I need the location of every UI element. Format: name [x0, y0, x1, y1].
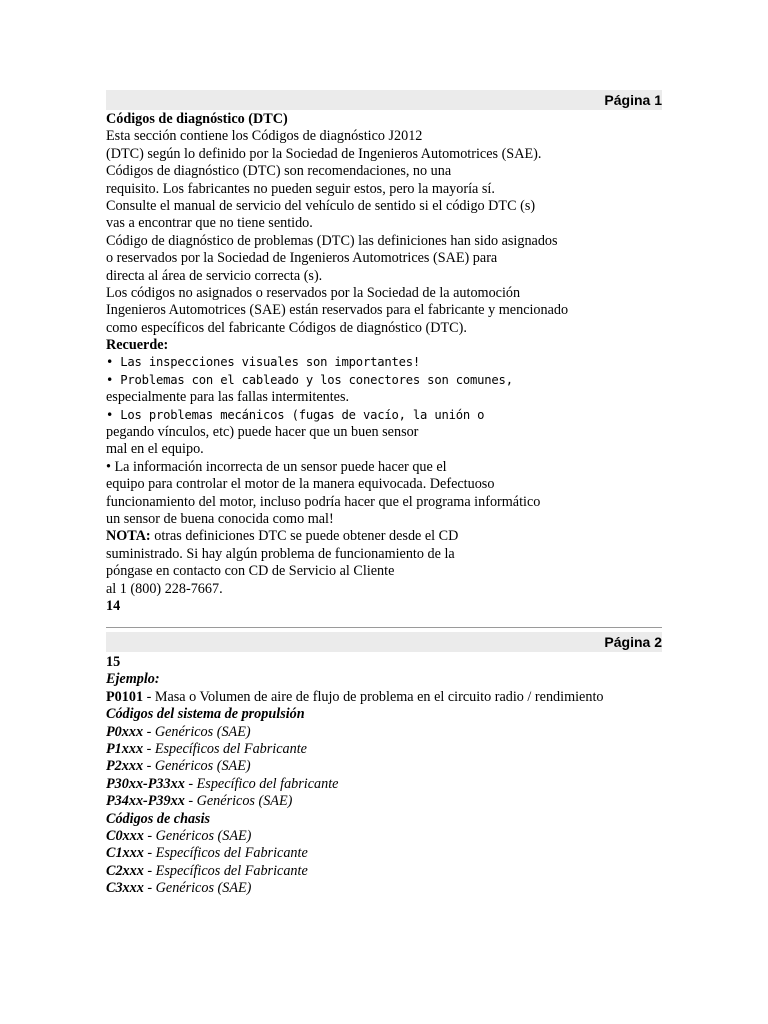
text-line: Los códigos no asignados o reservados por la Sociedad de la automoción [106, 284, 521, 301]
page-number: 14 [106, 597, 121, 614]
page-number: 15 [106, 654, 121, 670]
page-2-content [106, 654, 666, 897]
page-2-header [106, 632, 662, 652]
text-line: Esta sección contiene los Códigos de diagnóstico J2012 [106, 128, 423, 145]
bullet-item: • Problemas con el cableado y los conectores son comunes, [106, 372, 513, 387]
text-line: directa al área de servicio correcta (s). [106, 267, 323, 284]
propulsion-heading: Códigos del sistema de propulsión [106, 706, 305, 723]
text-line: requisito. Los fabricantes no pueden seguir estos, pero la mayoría sí. [106, 180, 495, 197]
code-row [106, 724, 666, 741]
code-desc: - Específicos del Fabricante [143, 845, 308, 862]
text-line: (DTC) según lo definido por la Sociedad de Ingenieros Automotrices (SAE). [106, 145, 542, 162]
code-row [106, 793, 666, 810]
nota-label: NOTA: [106, 528, 151, 545]
page-1-label: Página 1 [604, 92, 662, 108]
chassis-heading: Códigos de chasis [106, 810, 211, 827]
note-line [106, 528, 666, 545]
example-text: - Masa o Volumen de aire de flujo de problema en el circuito radio / rendimiento [143, 688, 604, 705]
code-desc: - Genéricos (SAE) [143, 723, 251, 740]
code-row [106, 741, 666, 758]
code-desc: - Específicos del Fabricante [143, 740, 307, 757]
bullet-item: • La información incorrecta de un sensor puede hacer que el [106, 458, 447, 475]
text-line: Códigos de diagnóstico (DTC) son recomendaciones, no una [106, 163, 452, 180]
code: C0xxx [106, 827, 144, 844]
bullet-continuation: funcionamiento del motor, incluso podría hacer que el programa informático [106, 493, 541, 510]
code-desc: - Genéricos (SAE) [143, 827, 252, 844]
code-row [106, 845, 666, 862]
code: P0xxx [106, 723, 144, 740]
text-line: Ingenieros Automotrices (SAE) están reservados para el fabricante y mencionado [106, 302, 569, 319]
bullet-continuation: un sensor de buena conocida como mal! [106, 510, 334, 527]
text-line: Código de diagnóstico de problemas (DTC) las definiciones han sido asignados [106, 232, 558, 249]
code-row [106, 758, 666, 775]
section-title: Códigos de diagnóstico (DTC) [106, 111, 288, 127]
nota-text: otras definiciones DTC se puede obtener desde el CD [150, 528, 459, 545]
code-desc: - Específico del fabricante [184, 775, 339, 792]
ejemplo-label: Ejemplo: [106, 671, 160, 688]
code-desc: - Genéricos (SAE) [143, 758, 251, 775]
text-line: vas a encontrar que no tiene sentido. [106, 215, 313, 232]
note-continuation: suministrado. Si hay algún problema de funcionamiento de la [106, 545, 455, 562]
code-row [106, 776, 666, 793]
text-line: Consulte el manual de servicio del vehículo de sentido si el código DTC (s) [106, 197, 536, 214]
text-line: como específicos del fabricante Códigos de diagnóstico (DTC). [106, 319, 467, 336]
code: P30xx-P33xx [106, 775, 185, 792]
note-continuation: póngase en contacto con CD de Servicio al Cliente [106, 563, 395, 580]
bullet-item: • Los problemas mecánicos (fugas de vacío, la unión o [106, 407, 485, 422]
code: P1xxx [106, 740, 144, 757]
bullet-continuation: mal en el equipo. [106, 441, 204, 458]
code-row [106, 880, 666, 897]
code-desc: - Específicos del Fabricante [143, 862, 308, 879]
example-line [106, 689, 666, 706]
code: C3xxx [106, 880, 144, 897]
phone-number: al 1 (800) 228-7667. [106, 580, 223, 597]
code-desc: - Genéricos (SAE) [143, 880, 252, 897]
code: P34xx-P39xx [106, 793, 185, 810]
code: P2xxx [106, 758, 144, 775]
code-row [106, 863, 666, 880]
example-code: P0101 [106, 688, 144, 705]
recuerde-label: Recuerde: [106, 337, 169, 354]
page-separator [106, 627, 662, 628]
page-1-header [106, 90, 662, 110]
page-1-content [106, 111, 666, 615]
bullet-item: • Las inspecciones visuales son importantes! [106, 355, 421, 370]
bullet-continuation: especialmente para las fallas intermitentes. [106, 389, 350, 406]
bullet-continuation: equipo para controlar el motor de la manera equivocada. Defectuoso [106, 476, 495, 493]
code: C2xxx [106, 862, 144, 879]
bullet-continuation: pegando vínculos, etc) puede hacer que un buen sensor [106, 424, 419, 441]
code-desc: - Genéricos (SAE) [184, 793, 293, 810]
text-line: o reservados por la Sociedad de Ingenieros Automotrices (SAE) para [106, 250, 498, 267]
code: C1xxx [106, 845, 144, 862]
page-2-label: Página 2 [604, 634, 662, 650]
code-row [106, 828, 666, 845]
